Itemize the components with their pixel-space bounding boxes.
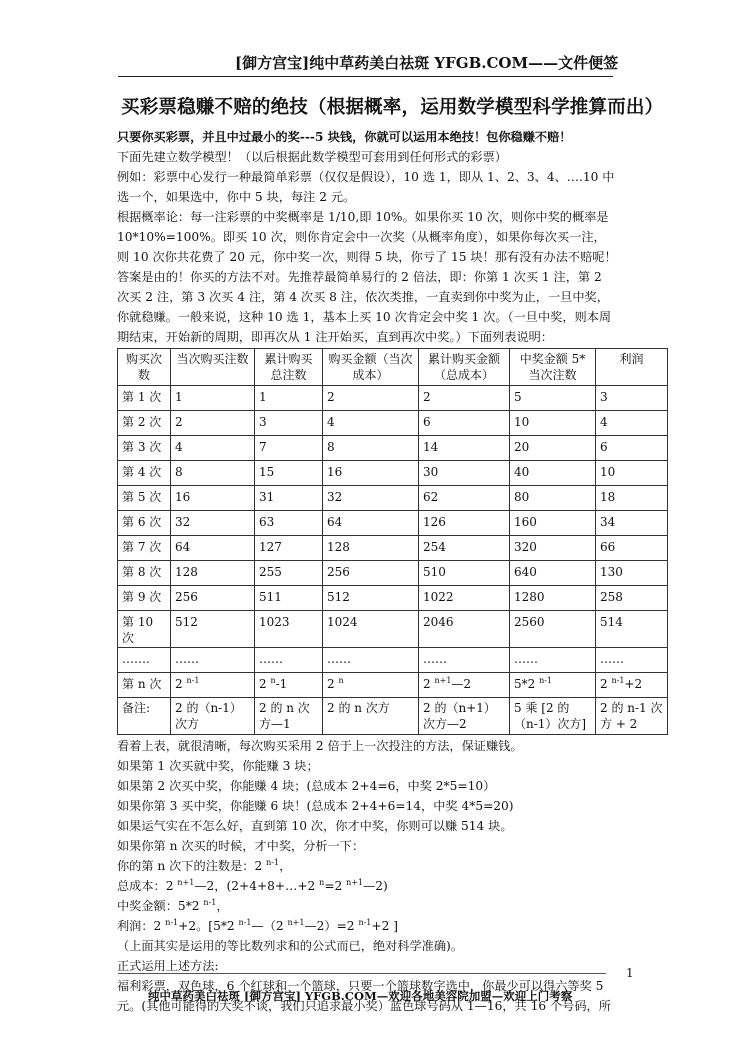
table-cell: …… (255, 648, 323, 673)
table-header: 中奖金额 5*当次注数 (510, 349, 596, 386)
table-row (118, 486, 668, 511)
table-cell: 10 (510, 411, 596, 436)
table-cell: 30 (419, 461, 510, 486)
table-cell: 4 (323, 411, 419, 436)
table-cell: 7 (255, 436, 323, 461)
table-cell: 80 (510, 486, 596, 511)
para-probability: 根据概率论：每一注彩票的中奖概率是 1/10,即 10%。如果你买 10 次，则你中奖的概率是 10*10%=100%。即买 10 次，则你肯定会中一次奖（从概率角度），如果你每次买一注，则 10 次你共花费了 20 元，你中奖一次，则得 5 块，你亏了 15 块！那有没有办法不赔呢！答案是由的！你买的方法不对。先推荐最简单易行的 2 倍法，即：你第 1 次买 1 注，第 2 次买 2 注，第 3 次买 4 注，第 4 次买 8 注，依次类推，一直卖到你中奖为止，一旦中奖，你就稳赚。一般来说，这种 10 选 1，基本上买 10 次肯定会中奖 1 次。（一旦中奖，则本周期结束，开始新的周期，即再次从 1 注开始买，直到再次中奖。）下面列表说明： (117, 210, 617, 344)
page-number: 1 (626, 966, 634, 980)
table-cell: 2 $^n$ (323, 673, 419, 698)
table-cell: …… (510, 648, 596, 673)
table-cell: 10 (596, 461, 668, 486)
table-cell: 2 (419, 386, 510, 411)
table-cell: 40 (510, 461, 596, 486)
table-row (118, 648, 668, 673)
table-header: 当次购买注数 (171, 349, 255, 386)
table-cell: 512 (323, 586, 419, 611)
table-cell: 2560 (510, 611, 596, 648)
table-cell: 1022 (419, 586, 510, 611)
table-cell: 511 (255, 586, 323, 611)
table-cell: 18 (596, 486, 668, 511)
table-cell: 20 (510, 436, 596, 461)
table-cell: 1024 (323, 611, 419, 648)
table-cell: 2 (323, 386, 419, 411)
table-cell: 63 (255, 511, 323, 536)
table-cell: 514 (596, 611, 668, 648)
table-row (118, 436, 668, 461)
table-header: 利润 (596, 349, 668, 386)
table-cell: 第 8 次 (118, 561, 171, 586)
table-cell: 2 的 n 次方—1 (255, 698, 323, 735)
table-cell: 62 (419, 486, 510, 511)
table-cell: 64 (323, 511, 419, 536)
table-cell: 第 4 次 (118, 461, 171, 486)
table-cell: 320 (510, 536, 596, 561)
table-cell: …… (323, 648, 419, 673)
para-model: 下面先建立数学模型！（以后根据此数学模型可套用到任何形式的彩票） (117, 150, 507, 164)
para-closing: 福利彩票，双色球，6 个红球和一个篮球，只要一个篮球数字选中，你最少可以得六等奖 5 元。(其他可能得的大奖不谈，我们只追求最小奖）蓝色球号码从 1—16，共 16 个号码，所 (117, 979, 611, 1013)
para-after: 如果第 2 次买中奖，你能赚 4 块；(总成本 2+4=6，中奖 2*5=10） (117, 779, 496, 793)
table-cell: 254 (419, 536, 510, 561)
table-cell: 14 (419, 436, 510, 461)
table-cell: 64 (171, 536, 255, 561)
table-cell: 第 5 次 (118, 486, 171, 511)
table-cell: 6 (419, 411, 510, 436)
table-cell: 5*2 $^{n-1}$ (510, 673, 596, 698)
table-cell: 130 (596, 561, 668, 586)
table-cell: 第 9 次 (118, 586, 171, 611)
table-cell: 512 (171, 611, 255, 648)
para-after: 如果运气实在不怎么好，直到第 10 次，你才中奖，你则可以赚 514 块。 (117, 819, 513, 833)
table-cell: …… (171, 648, 255, 673)
table-cell: 510 (419, 561, 510, 586)
table-cell: 2 的（n+1）次方—2 (419, 698, 510, 735)
table-cell: ……. (118, 648, 171, 673)
table-cell: 第 2 次 (118, 411, 171, 436)
table-cell: 2 的 n-1 次方 + 2 (596, 698, 668, 735)
table-cell: 第 6 次 (118, 511, 171, 536)
table-row (118, 561, 668, 586)
table-cell: 3 (596, 386, 668, 411)
table-cell: 2 (171, 411, 255, 436)
table-cell: 第 7 次 (118, 536, 171, 561)
table-cell: 32 (323, 486, 419, 511)
table-cell: 640 (510, 561, 596, 586)
table-cell: 255 (255, 561, 323, 586)
table-cell: 2 $^n$-1 (255, 673, 323, 698)
table-cell: 1 (255, 386, 323, 411)
table-cell: …… (419, 648, 510, 673)
para-after: 看着上表，就很清晰，每次购买采用 2 倍于上一次投注的方法，保证赚钱。 (117, 739, 523, 753)
para-after: 如果第 1 次买就中奖，你能赚 3 块； (117, 759, 319, 773)
table-cell: 第 n 次 (118, 673, 171, 698)
table-cell: 31 (255, 486, 323, 511)
document-title: 买彩票稳赚不赔的绝技（根据概率，运用数学模型科学推算而出） (121, 97, 664, 118)
para-after: 如果你第 3 买中奖，你能赚 6 块！(总成本 2+4+6=14，中奖 4*5=20) (117, 799, 514, 813)
formula-cost: 总成本：2 $^{n+1}$—2，(2+4+8+…+2 $^n$=2 $^{n+1}$—2) (117, 877, 388, 893)
table-header-row (118, 349, 668, 386)
document-body (117, 127, 663, 1016)
table-header: 累计购买总注数 (255, 349, 323, 386)
table-cell: 4 (171, 436, 255, 461)
table-cell: 6 (596, 436, 668, 461)
formula-bets: 你的第 n 次下的注数是：2 $^{n-1}$， (117, 857, 292, 873)
table-header: 购买次数 (118, 349, 171, 386)
table-row-nth (118, 673, 668, 698)
table-row (118, 611, 668, 648)
table-cell: 8 (171, 461, 255, 486)
table-cell: 258 (596, 586, 668, 611)
purchase-table (117, 348, 668, 735)
intro-bold: 只要你买彩票，并且中过最小的奖---5 块钱，你就可以运用本绝技！包你稳赚不赔！ (117, 130, 572, 144)
formula-prize: 中奖金额：5*2 $^{n-1}$， (117, 897, 229, 913)
table-cell: 4 (596, 411, 668, 436)
table-header: 购买金额（当次成本） (323, 349, 419, 386)
table-row (118, 586, 668, 611)
table-cell: 160 (510, 511, 596, 536)
table-cell: 第 1 次 (118, 386, 171, 411)
table-cell: 1 (171, 386, 255, 411)
table-cell: 128 (171, 561, 255, 586)
table-cell: 1023 (255, 611, 323, 648)
page-header: [御方宫宝]纯中草药美白祛斑 YFGB.COM——文件便签 (235, 54, 619, 72)
table-cell: 126 (419, 511, 510, 536)
table-cell: 16 (323, 461, 419, 486)
table-cell: 备注: (118, 698, 171, 735)
table-row (118, 411, 668, 436)
table-cell: 127 (255, 536, 323, 561)
table-cell: 256 (171, 586, 255, 611)
table-cell: 2 $^{n-1}$ (171, 673, 255, 698)
table-cell: 66 (596, 536, 668, 561)
table-row (118, 511, 668, 536)
table-cell: 5 乘 [2 的（n-1）次方] (510, 698, 596, 735)
table-cell: 第 10 次 (118, 611, 171, 648)
table-cell: 128 (323, 536, 419, 561)
table-cell: 3 (255, 411, 323, 436)
table-cell: 2 的（n-1）次方 (171, 698, 255, 735)
table-cell: 2 的 n 次方 (323, 698, 419, 735)
table-row (118, 461, 668, 486)
table-cell: 5 (510, 386, 596, 411)
header-rule (118, 76, 613, 77)
table-cell: 256 (323, 561, 419, 586)
para-example: 例如：彩票中心发行一种最简单彩票（仅仅是假设），10 选 1，即从 1、2、3、4、….10 中选一个，如果选中，你中 5 块，每注 2 元。 (117, 170, 615, 204)
page-footer: 纯中草药美白祛斑 [御方宫宝] YFGB.COM—欢迎各地美容院加盟—欢迎上门考察 (148, 989, 573, 1003)
table-cell: 16 (171, 486, 255, 511)
table-cell: 1280 (510, 586, 596, 611)
table-cell: 2 $^{n+1}$—2 (419, 673, 510, 698)
table-cell: 2046 (419, 611, 510, 648)
formula-profit: 利润：2 $^{n-1}$+2。[5*2 $^{n-1}$—（2 $^{n+1}$—2）=2 $^{n-1}$+2 ] (117, 917, 399, 933)
para-closing: （上面其实是运用的等比数列求和的公式而已，绝对科学准确)。 (117, 939, 464, 953)
table-cell: 2 $^{n-1}$+2 (596, 673, 668, 698)
table-row-notes (118, 698, 668, 735)
para-after: 如果你第 n 次买的时候，才中奖，分析一下： (117, 839, 365, 853)
table-header: 累计购买金额（总成本） (419, 349, 510, 386)
table-cell: 第 3 次 (118, 436, 171, 461)
para-closing: 正式运用上述方法: (117, 959, 219, 973)
table-cell: 8 (323, 436, 419, 461)
table-cell: 34 (596, 511, 668, 536)
table-cell: 15 (255, 461, 323, 486)
table-cell: …… (596, 648, 668, 673)
footer-rule (118, 973, 606, 974)
table-cell: 32 (171, 511, 255, 536)
table-row (118, 386, 668, 411)
table-row (118, 536, 668, 561)
